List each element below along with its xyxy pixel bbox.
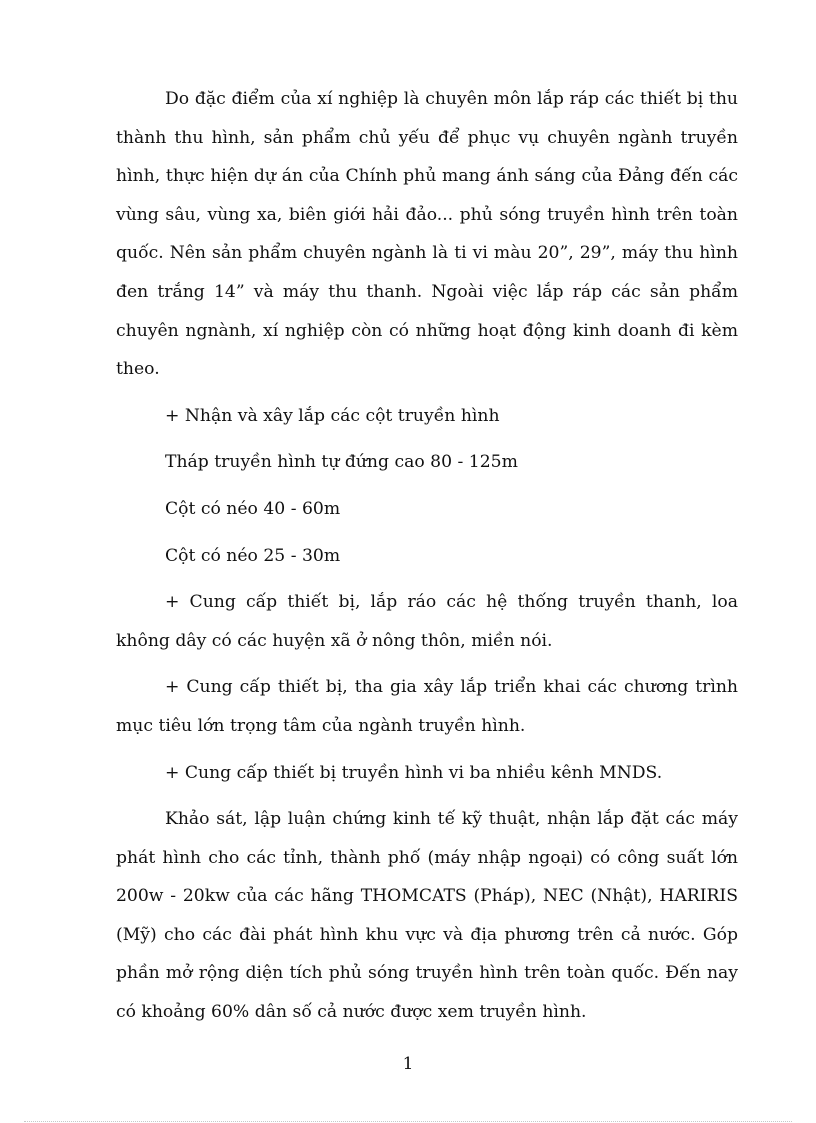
page-number: 1 <box>402 1054 414 1074</box>
paragraph-company-overview: Do đặc điểm của xí nghiệp là chuyên môn lắp ráp các thiết bị thu thành thu hình, sản phẩm chủ yếu để phục vụ chuyên ngành truyền hình, thực hiện dự án của Chính phủ mang ánh sáng của Đảng đến các vùng sâu, vùng xa, biên giới hải đảo... phủ sóng truyền hình trên toàn quốc. Nên sản phẩm chuyên ngành là ti vi màu 20”, 29”, máy thu hình đen trắng 14” và máy thu thanh. Ngoài việc lắp ráp các sản phẩm chuyên ngnành, xí nghiệp còn có những hoạt động kinh doanh đi kèm theo. <box>116 89 738 380</box>
bullet-tower-installation: + Nhận và xây lắp các cột truyền hình <box>165 405 500 426</box>
item-guyed-mast-40-60: Cột có néo 40 - 60m <box>165 498 341 519</box>
bullet-target-programs: + Cung cấp thiết bị, tha gia xây lắp triển khai các chương trình mục tiêu lớn trọng tâm của ngành truyền hình. <box>116 677 738 736</box>
page-body <box>116 80 738 1032</box>
page-bottom-divider <box>24 1121 792 1122</box>
bullet-microwave-mnds: + Cung cấp thiết bị truyền hình vi ba nhiều kênh MNDS. <box>165 762 663 783</box>
item-self-standing-tower: Tháp truyền hình tự đứng cao 80 - 125m <box>165 452 518 473</box>
item-guyed-mast-25-30: Cột có néo 25 - 30m <box>165 545 341 566</box>
paragraph-transmitter-survey: Khảo sát, lập luận chứng kinh tế kỹ thuật, nhận lắp đặt các máy phát hình cho các tỉnh, thành phố (máy nhập ngoại) có công suất lớn 200w - 20kw của các hãng THOMCATS (Pháp), NEC (Nhật), HARIRIS (Mỹ) cho các đài phát hình khu vực và địa phương trên cả nước. Góp phần mở rộng diện tích phủ sóng truyền hình trên toàn quốc. Đến nay có khoảng 60% dân số cả nước được xem truyền hình. <box>116 809 738 1023</box>
bullet-radio-systems: + Cung cấp thiết bị, lắp ráo các hệ thống truyền thanh, loa không dây có các huyện xã ở nông thôn, miền nói. <box>116 592 738 651</box>
